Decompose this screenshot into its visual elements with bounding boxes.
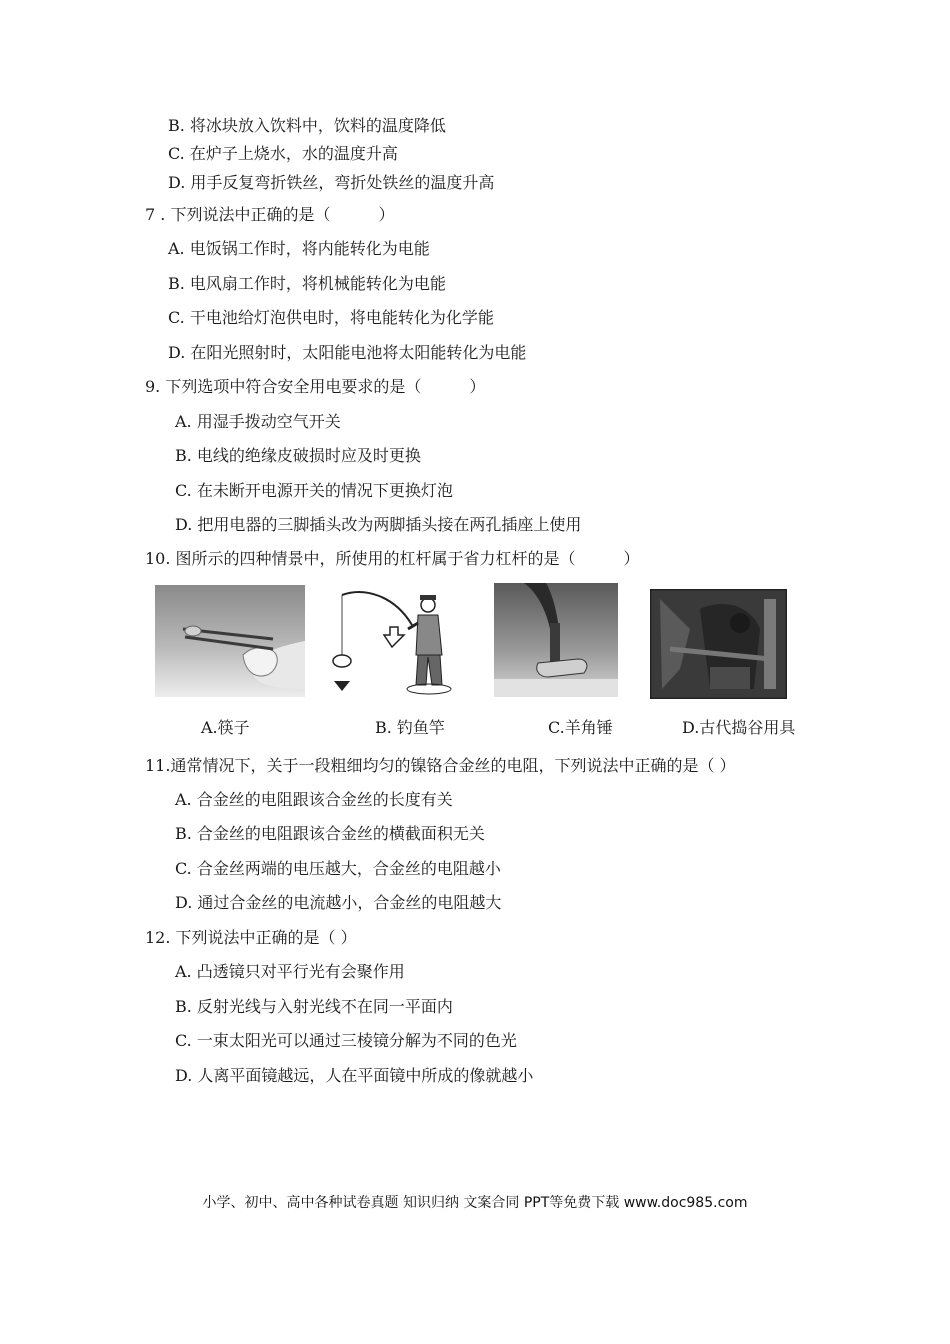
q11-option-b: B. 合金丝的电阻跟该合金丝的横截面积无关 — [175, 824, 485, 843]
q9-option-b: B. 电线的绝缘皮破损时应及时更换 — [175, 446, 421, 465]
q12-option-b: B. 反射光线与入射光线不在同一平面内 — [175, 997, 453, 1016]
fishing-rod-image — [324, 585, 464, 697]
q11-stem: 11.通常情况下，关于一段粗细均匀的镍铬合金丝的电阻，下列说法中正确的是（ ） — [145, 756, 736, 775]
q12-stem: 12. 下列说法中正确的是（ ） — [145, 928, 357, 947]
q12-option-c: C. 一束太阳光可以通过三棱镜分解为不同的色光 — [175, 1031, 517, 1050]
caption-d: D.古代捣谷用具 — [682, 718, 796, 737]
grain-pounder-image — [650, 589, 787, 699]
q6-option-b: B. 将冰块放入饮料中，饮料的温度降低 — [168, 116, 446, 135]
chopsticks-image — [155, 585, 305, 697]
caption-b: B. 钓鱼竿 — [375, 718, 445, 737]
q12-option-d: D. 人离平面镜越远，人在平面镜中所成的像就越小 — [175, 1066, 534, 1085]
page-footer: 小学、初中、高中各种试卷真题 知识归纳 文案合同 PPT等免费下载 www.doc985.com — [202, 1195, 748, 1211]
q7-option-a: A. 电饭锅工作时，将内能转化为电能 — [168, 239, 430, 258]
q9-option-a: A. 用湿手拨动空气开关 — [175, 412, 341, 431]
q7-stem: 7 . 下列说法中正确的是（ ） — [145, 205, 395, 224]
q9-option-c: C. 在未断开电源开关的情况下更换灯泡 — [175, 481, 453, 500]
caption-a: A.筷子 — [201, 718, 250, 737]
q9-option-d: D. 把用电器的三脚插头改为两脚插头接在两孔插座上使用 — [175, 515, 582, 534]
q7-option-d: D. 在阳光照射时，太阳能电池将太阳能转化为电能 — [168, 343, 527, 362]
q6-option-d: D. 用手反复弯折铁丝，弯折处铁丝的温度升高 — [168, 173, 495, 192]
caption-c: C.羊角锤 — [548, 718, 613, 737]
q9-stem: 9. 下列选项中符合安全用电要求的是（ ） — [145, 377, 486, 396]
q7-option-b: B. 电风扇工作时，将机械能转化为电能 — [168, 274, 446, 293]
q11-option-a: A. 合金丝的电阻跟该合金丝的长度有关 — [175, 790, 453, 809]
q7-option-c: C. 干电池给灯泡供电时，将电能转化为化学能 — [168, 308, 494, 327]
q10-stem: 10. 图所示的四种情景中，所使用的杠杆属于省力杠杆的是（ ） — [145, 549, 640, 568]
q12-option-a: A. 凸透镜只对平行光有会聚作用 — [175, 962, 405, 981]
q6-option-c: C. 在炉子上烧水，水的温度升高 — [168, 144, 398, 163]
claw-hammer-image — [494, 583, 618, 697]
q11-option-c: C. 合金丝两端的电压越大，合金丝的电阻越小 — [175, 859, 501, 878]
q11-option-d: D. 通过合金丝的电流越小，合金丝的电阻越大 — [175, 893, 502, 912]
